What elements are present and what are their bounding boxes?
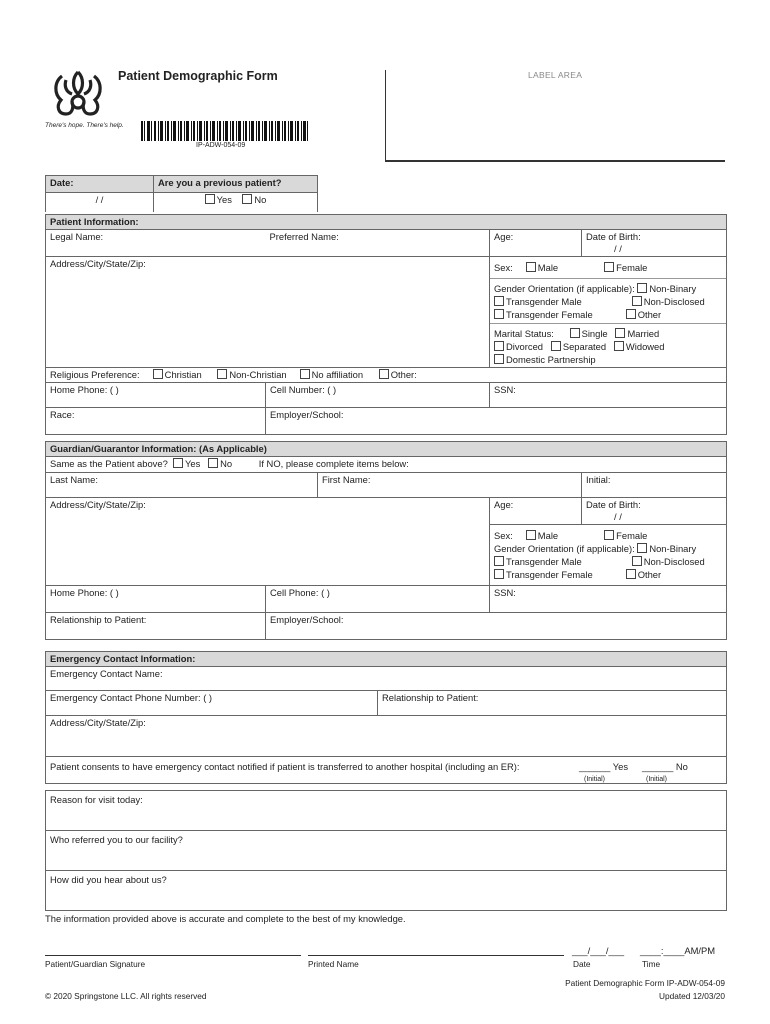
guardian-home-phone-field[interactable]: Home Phone: ( ) [46, 586, 266, 613]
employer-field[interactable]: Employer/School: [266, 408, 727, 435]
previous-patient-options: Yes No [154, 193, 318, 212]
no-affiliation-checkbox[interactable] [300, 369, 310, 379]
visit-info-table [45, 790, 727, 911]
divorced-checkbox[interactable] [494, 341, 504, 351]
emergency-phone-field[interactable]: Emergency Contact Phone Number: ( ) [46, 691, 378, 716]
guardian-female-checkbox[interactable] [604, 530, 614, 540]
date-blank[interactable]: ___/___/___ [572, 945, 625, 956]
header-underline [385, 160, 725, 162]
separated-checkbox[interactable] [551, 341, 561, 351]
consent-no-initial-label: (Initial) [646, 776, 668, 783]
address-field[interactable]: Address/City/State/Zip: [46, 257, 490, 368]
age-field[interactable]: Age: [490, 230, 582, 257]
date-label: Date: [46, 176, 154, 193]
guardian-address-field[interactable]: Address/City/State/Zip: [46, 498, 490, 586]
single-checkbox[interactable] [570, 328, 580, 338]
copyright: © 2020 Springstone LLC. All rights reserved [45, 991, 207, 1001]
guardian-nondisclosed-checkbox[interactable] [632, 556, 642, 566]
page-title: Patient Demographic Form [118, 69, 278, 83]
previous-yes-checkbox[interactable] [205, 194, 215, 204]
heard-about-field[interactable]: How did you hear about us? [46, 871, 727, 911]
cell-number-field[interactable]: Cell Number: ( ) [266, 383, 490, 408]
other-religion-checkbox[interactable] [379, 369, 389, 379]
date-field[interactable]: / / [46, 193, 154, 212]
date-previous-table [45, 175, 318, 212]
accuracy-statement: The information provided above is accurate and complete to the best of my knowledge. [45, 913, 406, 924]
springstone-logo-icon [52, 68, 104, 118]
guardian-employer-field[interactable]: Employer/School: [266, 613, 727, 640]
patient-nonbinary-checkbox[interactable] [637, 283, 647, 293]
guardian-dob-field[interactable]: Date of Birth: / / [582, 498, 727, 525]
patient-demographics-cell: Sex: Male Female Gender Orientation (if applicable): Non-Binary Transgender Male Non-Disclosed Transgender Female Other Marital Status: Single Married Divorced Separated Widowed Domestic Partnership [490, 257, 727, 368]
legal-name-field[interactable]: Legal Name: [46, 230, 266, 257]
form-header [0, 0, 770, 170]
guardian-initial-field[interactable]: Initial: [582, 473, 727, 498]
preferred-name-field[interactable]: Preferred Name: [266, 230, 490, 257]
label-area: LABEL AREA [528, 70, 583, 80]
guardian-transfemale-checkbox[interactable] [494, 569, 504, 579]
married-checkbox[interactable] [615, 328, 625, 338]
guardian-nonbinary-checkbox[interactable] [637, 543, 647, 553]
updated-date: Updated 12/03/20 [659, 991, 725, 1001]
barcode-number: IP-ADW-054-09 [196, 142, 246, 149]
same-yes-checkbox[interactable] [173, 458, 183, 468]
consent-no-initial-field[interactable]: ______ No [642, 761, 688, 772]
ssn-field[interactable]: SSN: [490, 383, 727, 408]
domestic-partnership-checkbox[interactable] [494, 354, 504, 364]
patient-female-checkbox[interactable] [604, 262, 614, 272]
form-id: Patient Demographic Form IP-ADW-054-09 [565, 978, 725, 988]
header-divider [385, 70, 386, 160]
barcode-icon [141, 121, 308, 141]
non-christian-checkbox[interactable] [217, 369, 227, 379]
emergency-section-title: Emergency Contact Information: [46, 652, 727, 667]
widowed-checkbox[interactable] [614, 341, 624, 351]
printed-name-line[interactable] [308, 955, 564, 956]
patient-nondisclosed-checkbox[interactable] [632, 296, 642, 306]
guardian-cell-phone-field[interactable]: Cell Phone: ( ) [266, 586, 490, 613]
guardian-demographics-cell: Sex: Male Female Gender Orientation (if applicable): Non-Binary Transgender Male Non-Disclosed Transgender Female Other [490, 525, 727, 586]
patient-info-table [45, 214, 727, 435]
guardian-transmale-checkbox[interactable] [494, 556, 504, 566]
christian-checkbox[interactable] [153, 369, 163, 379]
guardian-section-title: Guardian/Guarantor Information: (As Applicable) [46, 442, 727, 457]
guardian-relationship-field[interactable]: Relationship to Patient: [46, 613, 266, 640]
same-as-patient-row: Same as the Patient above? Yes No If NO, please complete items below: [46, 457, 727, 473]
guardian-male-checkbox[interactable] [526, 530, 536, 540]
previous-no-checkbox[interactable] [242, 194, 252, 204]
signature-line[interactable] [45, 955, 301, 956]
emergency-info-table [45, 651, 727, 784]
signature-label: Patient/Guardian Signature [45, 959, 146, 969]
previous-patient-label: Are you a previous patient? [154, 176, 318, 193]
time-label: Time [642, 959, 661, 969]
patient-transmale-checkbox[interactable] [494, 296, 504, 306]
guardian-ssn-field[interactable]: SSN: [490, 586, 727, 613]
guardian-age-field[interactable]: Age: [490, 498, 582, 525]
guardian-other-gender-checkbox[interactable] [626, 569, 636, 579]
emergency-relationship-field[interactable]: Relationship to Patient: [378, 691, 727, 716]
patient-section-title: Patient Information: [46, 215, 727, 230]
date-label: Date [573, 959, 591, 969]
patient-male-checkbox[interactable] [526, 262, 536, 272]
printed-name-label: Printed Name [308, 959, 359, 969]
race-field[interactable]: Race: [46, 408, 266, 435]
religious-preference-row: Religious Preference: Christian Non-Christian No affiliation Other: [46, 368, 727, 383]
referred-by-field[interactable]: Who referred you to our facility? [46, 831, 727, 871]
time-blank[interactable]: ____:____AM/PM [640, 945, 716, 956]
patient-transfemale-checkbox[interactable] [494, 309, 504, 319]
dob-field[interactable]: Date of Birth: / / [582, 230, 727, 257]
home-phone-field[interactable]: Home Phone: ( ) [46, 383, 266, 408]
consent-text: Patient consents to have emergency contact notified if patient is transferred to another hospital (including an ER): [50, 761, 520, 772]
consent-yes-initial-label: (Initial) [584, 776, 606, 783]
guardian-info-table [45, 441, 727, 640]
guardian-first-name-field[interactable]: First Name: [318, 473, 582, 498]
reason-for-visit-field[interactable]: Reason for visit today: [46, 791, 727, 831]
patient-other-gender-checkbox[interactable] [626, 309, 636, 319]
emergency-address-field[interactable]: Address/City/State/Zip: [46, 716, 727, 757]
emergency-consent-row [46, 757, 727, 784]
tagline: There's hope. There's help. [45, 122, 124, 129]
consent-yes-initial-field[interactable]: ______ Yes [579, 761, 629, 772]
emergency-name-field[interactable]: Emergency Contact Name: [46, 667, 727, 691]
same-no-checkbox[interactable] [208, 458, 218, 468]
guardian-last-name-field[interactable]: Last Name: [46, 473, 318, 498]
